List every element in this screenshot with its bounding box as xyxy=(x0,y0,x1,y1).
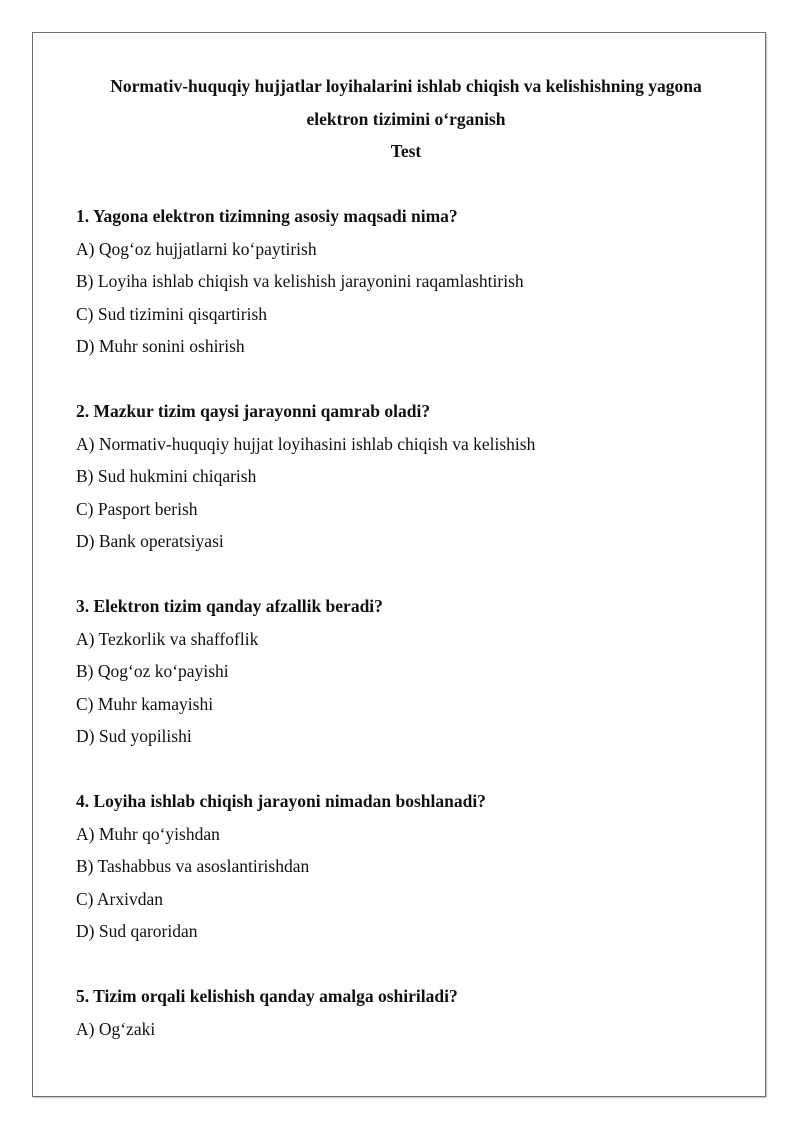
section-spacer xyxy=(76,948,736,981)
answer-option: B) Sud hukmini chiqarish xyxy=(76,466,257,486)
question-text: 3. Elektron tizim qanday afzallik beradi? xyxy=(76,596,383,616)
question-text: 2. Mazkur tizim qaysi jarayonni qamrab oladi? xyxy=(76,401,431,421)
section-spacer xyxy=(76,168,736,201)
section-spacer xyxy=(76,363,736,396)
answer-option: B) Tashabbus va asoslantirishdan xyxy=(76,856,310,876)
question-block-2 xyxy=(76,395,736,558)
question-block-3 xyxy=(76,590,736,753)
answer-option: B) Loyiha ishlab chiqish va kelishish jarayonini raqamlashtirish xyxy=(76,271,524,291)
document-subtitle: Test xyxy=(390,141,422,161)
answer-option: C) Muhr kamayishi xyxy=(76,693,214,714)
answer-option: C) Sud tizimini qisqartirish xyxy=(76,303,268,324)
answer-option: A) Qog‘oz hujjatlarni ko‘paytirish xyxy=(76,238,317,259)
section-spacer xyxy=(76,558,736,591)
answer-option: A) Normativ-huquqiy hujjat loyihasini ishlab chiqish va kelishish xyxy=(76,433,536,454)
answer-option: D) Muhr sonini oshirish xyxy=(76,336,245,356)
question-text: 1. Yagona elektron tizimning asosiy maqsadi nima? xyxy=(76,206,458,226)
question-text: 4. Loyiha ishlab chiqish jarayoni nimadan boshlanadi? xyxy=(76,791,486,811)
answer-option: A) Tezkorlik va shaffoflik xyxy=(76,628,259,649)
question-text: 5. Tizim orqali kelishish qanday amalga oshiriladi? xyxy=(76,986,458,1006)
answer-option: B) Qog‘oz ko‘payishi xyxy=(76,661,229,681)
answer-option: D) Sud yopilishi xyxy=(76,726,192,746)
question-block-5 xyxy=(76,980,736,1045)
section-spacer xyxy=(76,753,736,786)
document-title-line-2: elektron tizimini o‘rganish xyxy=(306,108,506,129)
answer-option: D) Bank operatsiyasi xyxy=(76,531,224,551)
answer-option: A) Muhr qo‘yishdan xyxy=(76,823,220,844)
document-title-line-1: Normativ-huquqiy hujjatlar loyihalarini ishlab chiqish va kelishishning yagona xyxy=(110,76,702,96)
answer-option: C) Pasport berish xyxy=(76,498,198,519)
question-block-1 xyxy=(76,200,736,363)
answer-option: D) Sud qaroridan xyxy=(76,921,198,941)
answer-option: C) Arxivdan xyxy=(76,888,164,909)
document-content xyxy=(76,70,736,1045)
answer-option: A) Og‘zaki xyxy=(76,1018,156,1039)
question-block-4 xyxy=(76,785,736,948)
